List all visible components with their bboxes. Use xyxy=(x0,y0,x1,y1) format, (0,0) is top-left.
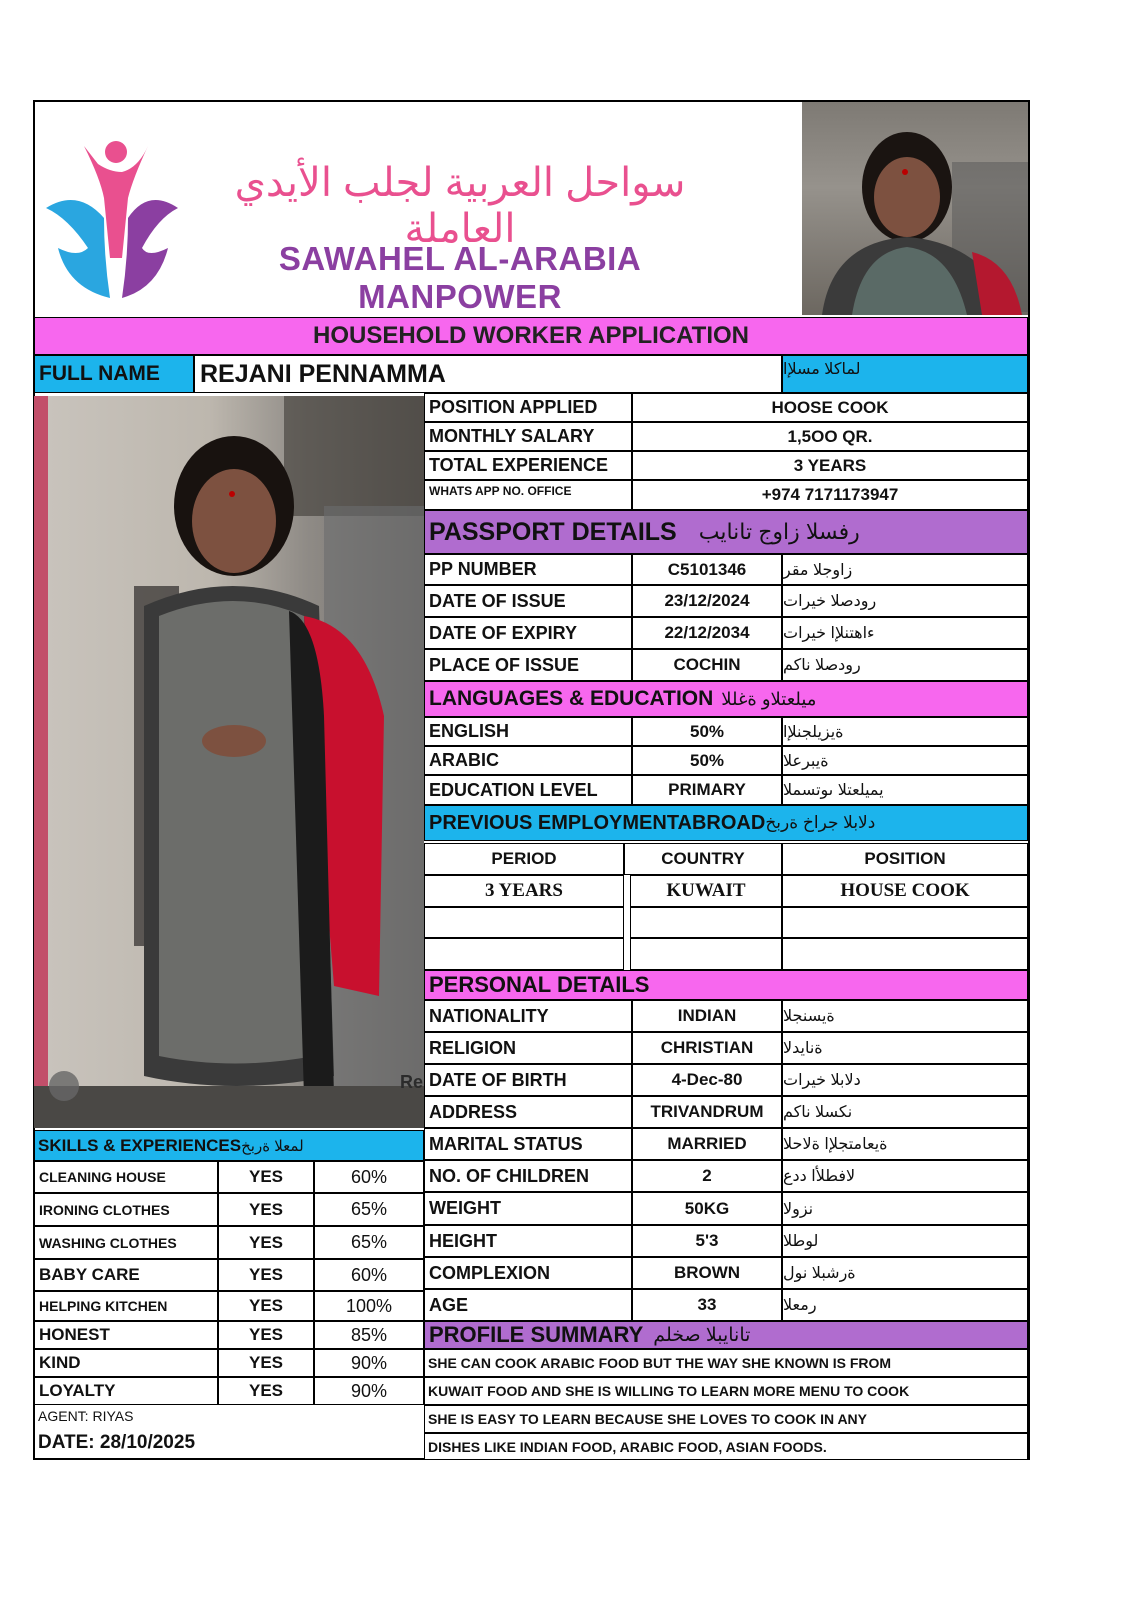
skill-percent: 100% xyxy=(314,1291,424,1321)
monthly-salary-value: 1,5OO QR. xyxy=(632,422,1028,451)
personal-row-label: ADDRESS xyxy=(424,1096,632,1128)
employment-section-header xyxy=(424,805,1028,841)
summary-title: PROFILE SUMMARY xyxy=(429,1322,644,1347)
personal-row-label: HEIGHT xyxy=(424,1225,632,1257)
personal-row-label: MARITAL STATUS xyxy=(424,1128,632,1160)
language-row-label: EDUCATION LEVEL xyxy=(424,775,632,805)
personal-row-arabic: لوطلا xyxy=(782,1225,1028,1257)
passport-row-label: PLACE OF ISSUE xyxy=(424,649,632,681)
skill-percent: 90% xyxy=(314,1377,424,1405)
passport-row-label: PP NUMBER xyxy=(424,554,632,585)
personal-row-value: 50KG xyxy=(632,1192,782,1225)
passport-row-value: 22/12/2034 xyxy=(632,617,782,649)
company-name-english: SAWAHEL AL-ARABIA MANPOWER xyxy=(278,240,642,315)
personal-row-value: MARRIED xyxy=(632,1128,782,1160)
personal-row-arabic: نزولا xyxy=(782,1192,1028,1225)
application-title xyxy=(34,317,1028,355)
monthly-salary-label: MONTHLY SALARY xyxy=(424,422,632,451)
language-row-arabic: ةيبرعلا xyxy=(782,746,1028,775)
skill-label: KIND xyxy=(34,1349,218,1377)
summary-title-arabic: تانايبلا صخلم xyxy=(653,1324,751,1346)
personal-row-value: 33 xyxy=(632,1289,782,1321)
personal-row-arabic: نكسلا ناكم xyxy=(782,1096,1028,1128)
skill-percent: 85% xyxy=(314,1321,424,1349)
skill-yes: YES xyxy=(218,1259,314,1291)
personal-row-value: INDIAN xyxy=(632,1000,782,1032)
full-name-value: REJANI PENNAMMA xyxy=(194,355,782,393)
language-row-label: ENGLISH xyxy=(424,717,632,746)
language-row-value: PRIMARY xyxy=(632,775,782,805)
skill-yes: YES xyxy=(218,1349,314,1377)
personal-row-value: CHRISTIAN xyxy=(632,1032,782,1064)
language-row-value: 50% xyxy=(632,717,782,746)
skill-yes: YES xyxy=(218,1161,314,1193)
total-experience-value: 3 YEARS xyxy=(632,451,1028,480)
skills-title-arabic: لمعلا ةربخ xyxy=(241,1137,304,1155)
total-experience-label: TOTAL EXPERIENCE xyxy=(424,451,632,480)
personal-row-arabic: ةيسنجلا xyxy=(782,1000,1028,1032)
passport-row-value: 23/12/2024 xyxy=(632,585,782,617)
language-row-arabic: ةيزيلجنلإا xyxy=(782,717,1028,746)
position-applied-value: HOOSE COOK xyxy=(632,393,1028,422)
skill-percent: 65% xyxy=(314,1193,424,1226)
skill-label: LOYALTY xyxy=(34,1377,218,1405)
personal-row-value: 2 xyxy=(632,1160,782,1192)
employment-cell xyxy=(782,907,1028,938)
passport-row-arabic: زاوجلا مقر xyxy=(782,554,1028,585)
personal-row-label: NO. OF CHILDREN xyxy=(424,1160,632,1192)
full-name-label: FULL NAME xyxy=(34,355,194,393)
languages-title-arabic: ميلعتلاو ةغللا xyxy=(721,688,817,709)
skill-label: IRONING CLOTHES xyxy=(34,1193,218,1226)
whatsapp-value: +974 7171173947 xyxy=(632,480,1028,510)
personal-row-value: 5'3 xyxy=(632,1225,782,1257)
skills-section-header xyxy=(34,1130,424,1161)
languages-title: LANGUAGES & EDUCATION xyxy=(429,687,714,710)
summary-line: KUWAIT FOOD AND SHE IS WILLING TO LEARN MORE MENU TO COOK xyxy=(424,1377,1028,1405)
skill-label: WASHING CLOTHES xyxy=(34,1226,218,1259)
languages-section-header xyxy=(424,681,1028,717)
personal-row-label: WEIGHT xyxy=(424,1192,632,1225)
employment-cell xyxy=(630,907,782,938)
summary-line: SHE CAN COOK ARABIC FOOD BUT THE WAY SHE KNOWN IS FROM xyxy=(424,1349,1028,1377)
skill-label: HELPING KITCHEN xyxy=(34,1291,218,1321)
form-date: DATE: 28/10/2025 xyxy=(38,1432,196,1453)
employment-header-period: PERIOD xyxy=(424,843,624,875)
passport-row-arabic: رودصلا خيرات xyxy=(782,585,1028,617)
logo-figure-icon xyxy=(38,138,183,303)
personal-row-arabic: لافطلأا ددع xyxy=(782,1160,1028,1192)
skill-label: BABY CARE xyxy=(34,1259,218,1291)
employment-header-country: COUNTRY xyxy=(624,843,782,875)
passport-title: PASSPORT DETAILS xyxy=(429,517,677,546)
employment-cell xyxy=(630,938,782,970)
applicant-full-photo xyxy=(34,396,424,1128)
passport-row-label: DATE OF EXPIRY xyxy=(424,617,632,649)
language-row-value: 50% xyxy=(632,746,782,775)
applicant-portrait-photo xyxy=(802,102,1028,315)
personal-row-label: NATIONALITY xyxy=(424,1000,632,1032)
skill-percent: 90% xyxy=(314,1349,424,1377)
employment-cell: KUWAIT xyxy=(630,875,782,907)
photo-overlay-text: Re xyxy=(400,1072,424,1092)
employment-cell: 3 YEARS xyxy=(424,875,624,907)
skill-label: HONEST xyxy=(34,1321,218,1349)
passport-row-arabic: رودصلا ناكم xyxy=(782,649,1028,681)
passport-row-value: COCHIN xyxy=(632,649,782,681)
position-applied-label: POSITION APPLIED xyxy=(424,393,632,422)
skill-label: CLEANING HOUSE xyxy=(34,1161,218,1193)
personal-row-arabic: ةنايدلا xyxy=(782,1032,1028,1064)
skill-yes: YES xyxy=(218,1226,314,1259)
skill-yes: YES xyxy=(218,1291,314,1321)
employment-title-arabic: دلابلا جراخ ةربخ xyxy=(765,813,876,832)
personal-row-label: AGE xyxy=(424,1289,632,1321)
passport-title-arabic: رفسلا زاوج تانايب xyxy=(698,519,860,544)
employment-cell: HOUSE COOK xyxy=(782,875,1028,907)
passport-row-value: C5101346 xyxy=(632,554,782,585)
employment-cell xyxy=(424,907,624,938)
personal-row-arabic: دلابلا خيرات xyxy=(782,1064,1028,1096)
application-title-text: HOUSEHOLD WORKER APPLICATION xyxy=(313,322,749,349)
personal-row-value: 4-Dec-80 xyxy=(632,1064,782,1096)
summary-line: DISHES LIKE INDIAN FOOD, ARABIC FOOD, ASIAN FOODS. xyxy=(424,1433,1028,1460)
personal-row-value: BROWN xyxy=(632,1257,782,1289)
employment-title: PREVIOUS EMPLOYMENTABROAD xyxy=(429,811,766,834)
employment-header-position: POSITION xyxy=(782,843,1028,875)
passport-row-arabic: ءاهتنلإا خيرات xyxy=(782,617,1028,649)
whatsapp-label: WHATS APP NO. OFFICE xyxy=(424,480,632,510)
agent-name: AGENT: RIYAS xyxy=(38,1408,134,1424)
company-logo xyxy=(38,138,183,303)
personal-row-value: TRIVANDRUM xyxy=(632,1096,782,1128)
personal-row-arabic: رمعلا xyxy=(782,1289,1028,1321)
skill-percent: 65% xyxy=(314,1226,424,1259)
passport-section-header xyxy=(424,510,1028,554)
personal-row-label: RELIGION xyxy=(424,1032,632,1064)
skill-yes: YES xyxy=(218,1377,314,1405)
personal-row-label: DATE OF BIRTH xyxy=(424,1064,632,1096)
personal-row-arabic: ةيعامتجلإا ةلاحلا xyxy=(782,1128,1028,1160)
employment-cell xyxy=(782,938,1028,970)
skill-yes: YES xyxy=(218,1321,314,1349)
passport-row-label: DATE OF ISSUE xyxy=(424,585,632,617)
summary-section-header xyxy=(424,1321,1028,1349)
language-row-label: ARABIC xyxy=(424,746,632,775)
personal-title: PERSONAL DETAILS xyxy=(429,972,650,997)
skill-yes: YES xyxy=(218,1193,314,1226)
summary-line: SHE IS EASY TO LEARN BECAUSE SHE LOVES TO COOK IN ANY xyxy=(424,1405,1028,1433)
personal-row-label: COMPLEXION xyxy=(424,1257,632,1289)
skills-title: SKILLS & EXPERIENCES xyxy=(38,1135,242,1155)
skill-percent: 60% xyxy=(314,1161,424,1193)
company-name-arabic: سواحل العربية لجلب الأيدي العاملة xyxy=(234,161,686,251)
personal-row-arabic: ةرشبلا نول xyxy=(782,1257,1028,1289)
full-name-label-arabic: لماكلا مسلإا xyxy=(782,355,1028,393)
skill-percent: 60% xyxy=(314,1259,424,1291)
personal-section-header xyxy=(424,970,1028,1000)
language-row-arabic: يميلعتلا ىوتسملا xyxy=(782,775,1028,805)
employment-cell xyxy=(424,938,624,970)
